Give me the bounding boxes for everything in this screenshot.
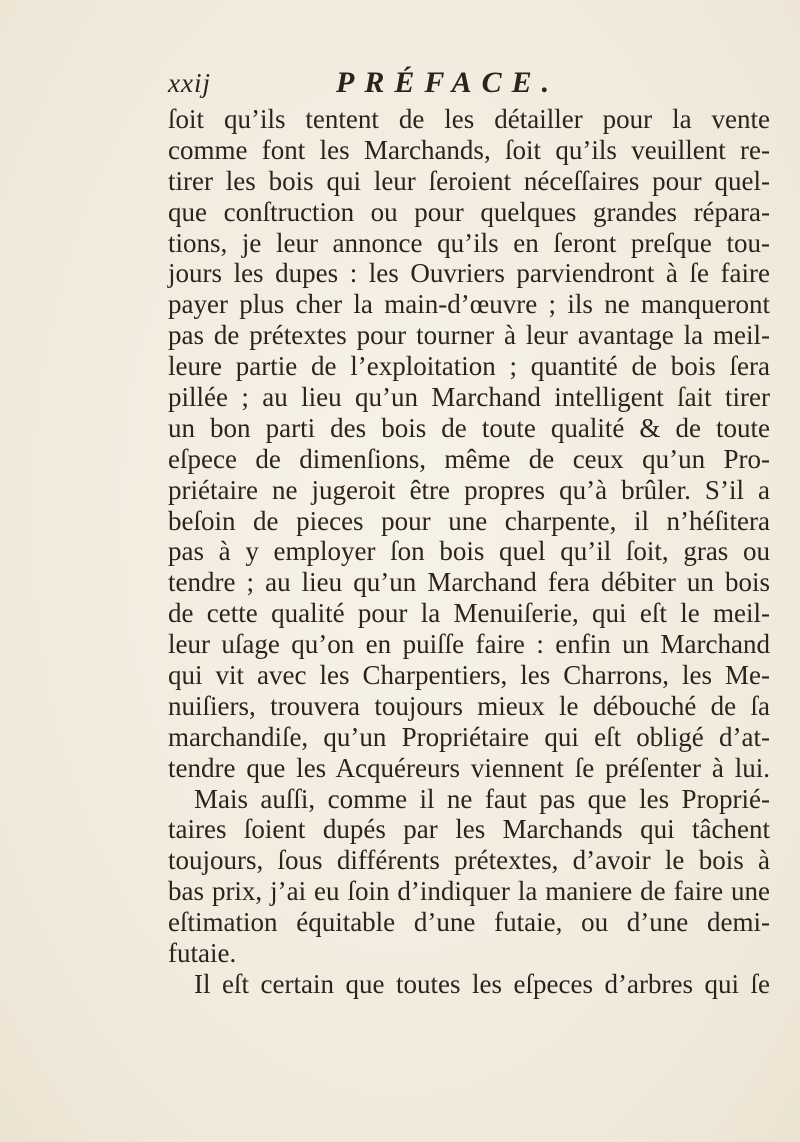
running-title: PRÉFACE. [336, 66, 560, 99]
text-line: tirer les bois qui leur ſeroient néceſſaires pour quel- [168, 165, 770, 196]
page-number: xxij [168, 68, 211, 98]
text-line: ſoit qu’ils tentent de les détailler pour la vente [168, 104, 770, 134]
text-line: de cette qualité pour la Menuiſerie, qui eſt le meil- [168, 598, 770, 629]
text-line: priétaire ne jugeroit être propres qu’à brûler. S’il a [168, 474, 770, 505]
text-line: qui vit avec les Charpentiers, les Charrons, les Me- [168, 660, 770, 691]
text-line: toujours, ſous différents prétextes, d’avoir le bois à [168, 845, 770, 876]
text-line: tendre que les Acquéreurs viennent ſe préſenter à lui. [168, 752, 770, 783]
text-line: marchandiſe, qu’un Propriétaire qui eſt obligé d’at- [168, 721, 770, 752]
text-line: Il eſt certain que toutes les eſpeces d’arbres qui ſe [194, 968, 770, 999]
text-line: futaie. [168, 938, 237, 969]
text-line: tendre ; au lieu qu’un Marchand fera débiter un bois [168, 567, 770, 598]
paragraph [168, 104, 770, 784]
body-text [168, 104, 770, 1000]
text-line: pas de prétextes pour tourner à leur avantage la meil- [168, 320, 770, 351]
text-line: taires ſoient dupés par les Marchands qui tâchent [168, 814, 770, 845]
text-line: pillée ; au lieu qu’un Marchand intelligent ſait tirer [168, 382, 770, 413]
text-line: un bon parti des bois de toute qualité & de toute [168, 412, 770, 443]
text-line: tions, je leur annonce qu’ils en ſeront preſque tou- [168, 227, 770, 258]
text-line: Mais auſſi, comme il ne faut pas que les Proprié- [194, 783, 770, 814]
paragraph [168, 784, 770, 969]
text-line: eſtimation équitable d’une futaie, ou d’une demi- [168, 907, 770, 938]
text-line: eſpece de dimenſions, même de ceux qu’un Pro- [168, 443, 770, 474]
text-line: leur uſage qu’on en puiſſe faire : enfin un Marchand [168, 629, 770, 660]
text-line: pas à y employer ſon bois quel qu’il ſoit, gras ou [168, 536, 770, 567]
text-line: que conſtruction ou pour quelques grandes répara- [168, 196, 770, 227]
page-header [168, 66, 768, 106]
paragraph [168, 969, 770, 1000]
text-line: nuiſiers, trouvera toujours mieux le débouché de ſa [168, 690, 770, 721]
text-line: payer plus cher la main-d’œuvre ; ils ne manqueront [168, 289, 770, 320]
text-line: beſoin de pieces pour une charpente, il n’héſitera [168, 505, 770, 536]
text-line: jours les dupes : les Ouvriers parviendront à ſe faire [168, 258, 770, 289]
text-line: bas prix, j’ai eu ſoin d’indiquer la maniere de faire une [168, 876, 770, 907]
text-line: comme font les Marchands, ſoit qu’ils veuillent re- [168, 134, 770, 165]
text-line: leure partie de l’exploitation ; quantité de bois ſera [168, 351, 770, 382]
